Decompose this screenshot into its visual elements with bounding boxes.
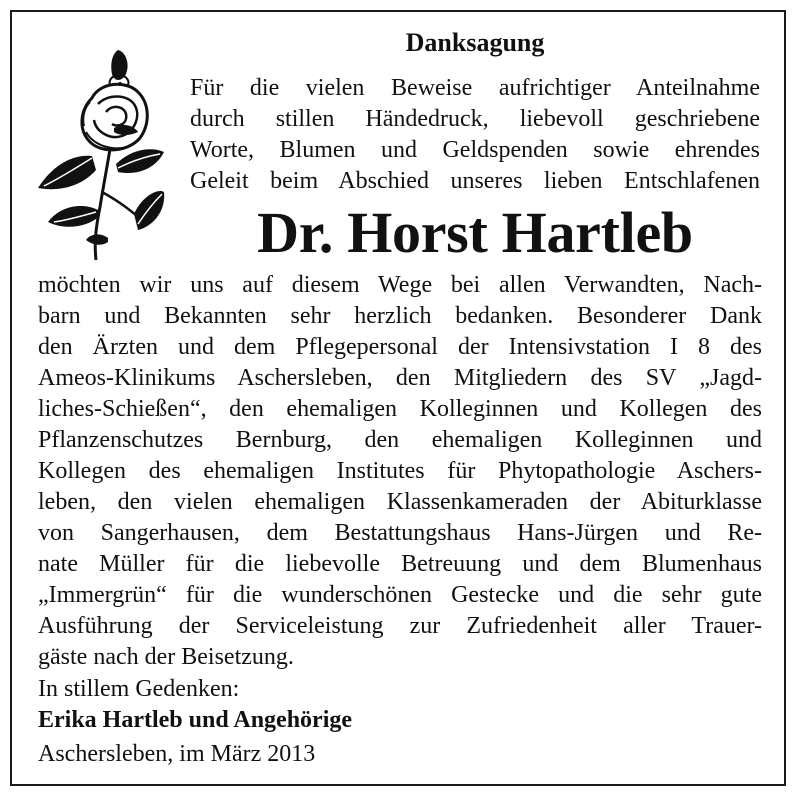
- body-line: möchten wir uns auf diesem Wege bei allen Verwandten, Nach-: [38, 272, 762, 298]
- body-line: Ameos-Klinikums Aschersleben, den Mitgliedern des SV „Jagd-: [38, 365, 762, 391]
- body-line: Pflanzenschutzes Bernburg, den ehemaligen Kolleginnen und: [38, 427, 762, 453]
- body-line: Kollegen des ehemaligen Institutes für Phytopathologie Aschers-: [38, 458, 762, 484]
- place-date: Aschersleben, im März 2013: [38, 741, 316, 767]
- body-line: liches-Schießen“, den ehemaligen Kolleginnen und Kollegen des: [38, 396, 762, 422]
- body-line: nate Müller für die liebevolle Betreuung und dem Blumenhaus: [38, 551, 762, 577]
- rose-icon: [30, 42, 166, 264]
- signer-name: Erika Hartleb und Angehörige: [38, 707, 353, 733]
- intro-line: durch stillen Händedruck, liebevoll geschriebene: [190, 106, 760, 132]
- thanks-paragraph: [38, 270, 762, 673]
- intro-line: Geleit beim Abschied unseres lieben Entschlafenen: [190, 168, 760, 194]
- body-line: den Ärzten und dem Pflegepersonal der Intensivstation I 8 des: [38, 334, 762, 360]
- body-line: Ausführung der Serviceleistung zur Zufriedenheit aller Trauer-: [38, 613, 762, 639]
- notice-heading: Danksagung: [405, 28, 545, 57]
- body-line: „Immergrün“ für die wunderschönen Gestecke und die sehr gute: [38, 582, 762, 608]
- closing-block: [38, 674, 762, 770]
- body-line: gäste nach der Beisetzung.: [38, 644, 294, 670]
- intro-paragraph: [190, 73, 760, 197]
- body-line: leben, den vielen ehemaligen Klassenkameraden der Abiturklasse: [38, 489, 762, 515]
- body-line: barn und Bekannten sehr herzlich bedanken. Besonderer Dank: [38, 303, 762, 329]
- deceased-name: Dr. Horst Hartleb: [257, 200, 693, 265]
- intro-line: Worte, Blumen und Geldspenden sowie ehrendes: [190, 137, 760, 163]
- closing-greeting: In stillem Gedenken:: [38, 676, 240, 702]
- body-line: von Sangerhausen, dem Bestattungshaus Hans-Jürgen und Re-: [38, 520, 762, 546]
- intro-line: Für die vielen Beweise aufrichtiger Anteilnahme: [190, 75, 760, 101]
